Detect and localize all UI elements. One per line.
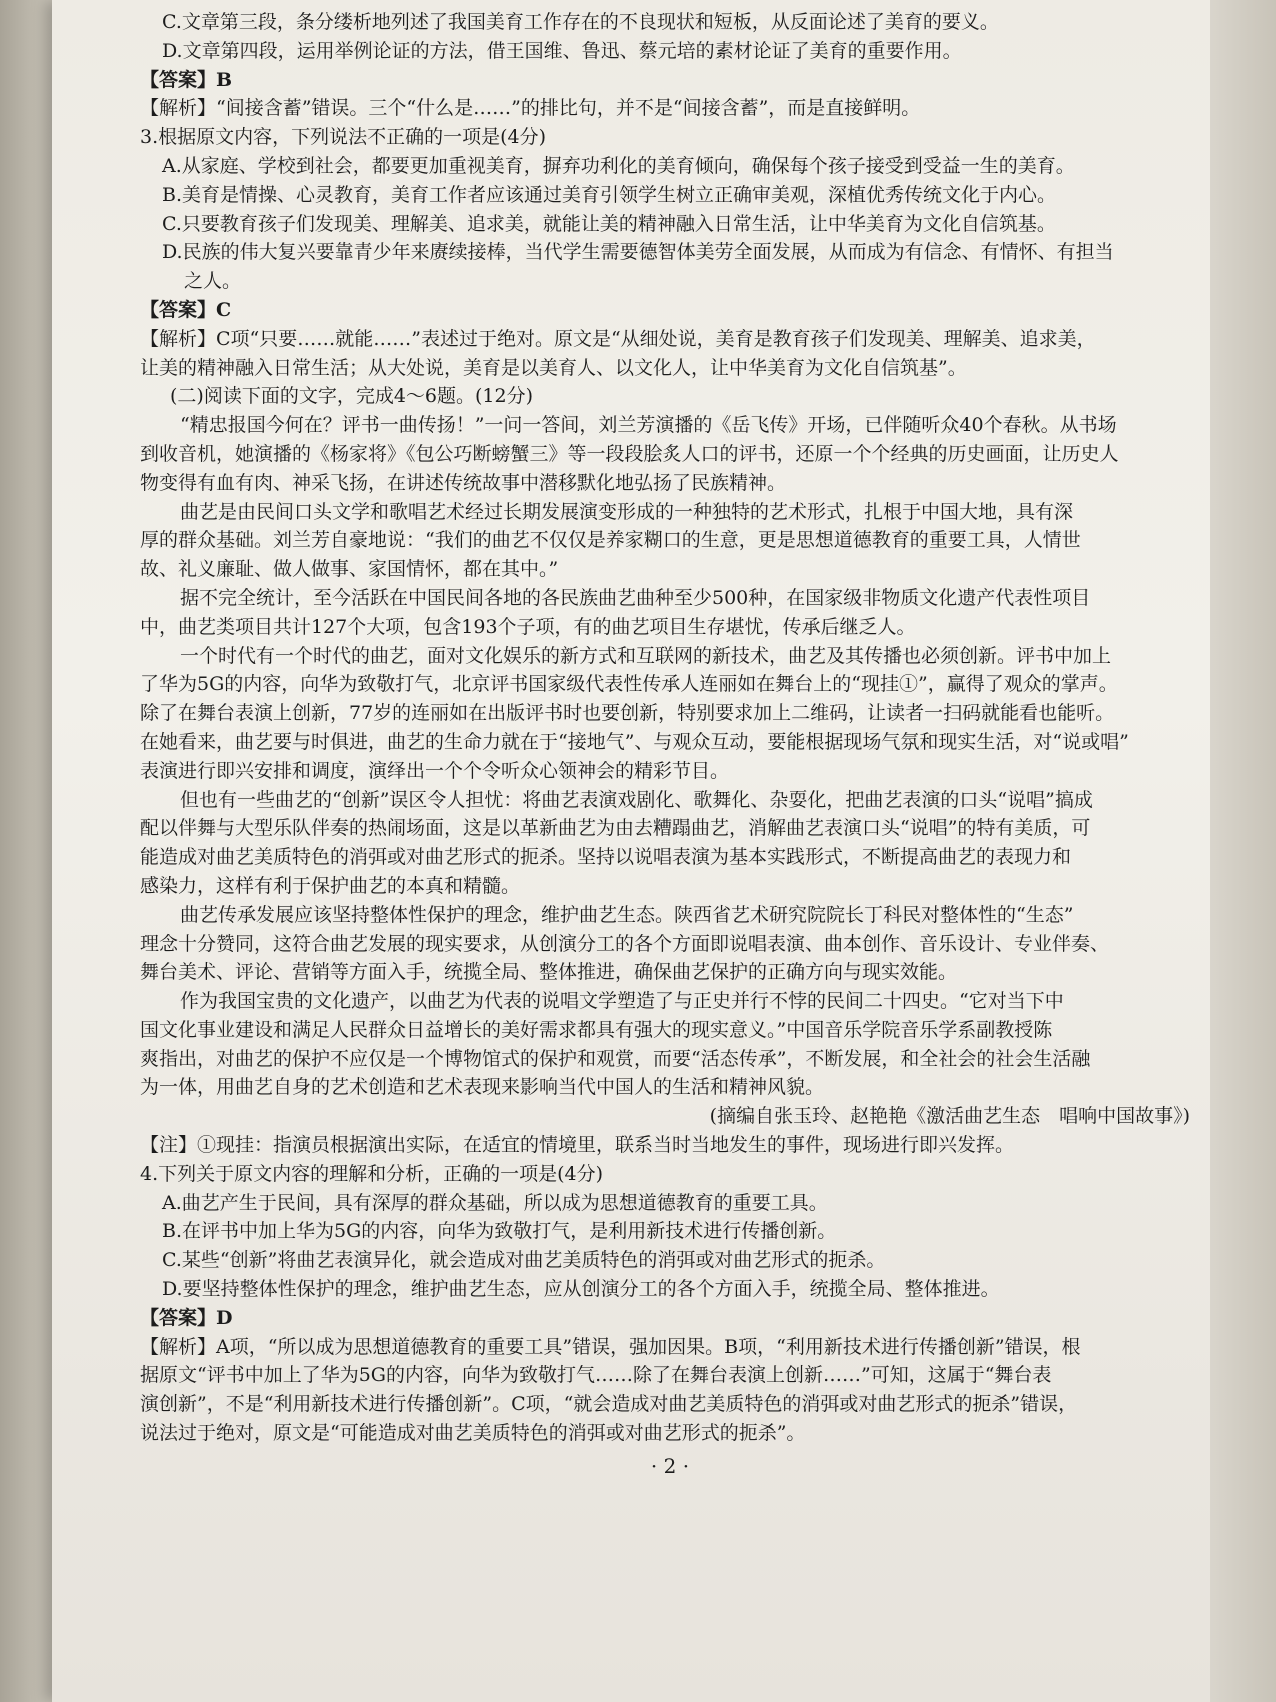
- analysis-q3: 【解析】C项“只要……就能……”表述过于绝对。原文是“从细处说，美育是教育孩子们发现美、理解美、追求美，: [140, 327, 1096, 350]
- answer-q4: 【答案】D: [140, 1306, 233, 1329]
- answer-q2: 【答案】B: [140, 68, 233, 91]
- passage-line: 厚的群众基础。刘兰芳自豪地说：“我们的曲艺不仅仅是养家糊口的生意，更是思想道德教育的重要工具，人情世: [140, 529, 1081, 552]
- passage-line: 据不完全统计，至今活跃在中国民间各地的各民族曲艺曲种至少500种，在国家级非物质文化遗产代表性项目: [180, 586, 1091, 609]
- passage-line: 物变得有血有肉、神采飞扬，在讲述传统故事中潜移默化地弘扬了民族精神。: [140, 471, 787, 494]
- analysis-q4-cont: 演创新”，不是“利用新技术进行传播创新”。C项，“就会造成对曲艺美质特色的消弭或对曲艺形式的扼杀”错误，: [140, 1393, 1078, 1416]
- passage-line: 国文化事业建设和满足人民群众日益增长的美好需求都具有强大的现实意义。”中国音乐学院音乐学系副教授陈: [140, 1018, 1053, 1041]
- option-c-q4: C.某些“创新”将曲艺表演异化，就会造成对曲艺美质特色的消弭或对曲艺形式的扼杀。: [162, 1249, 886, 1272]
- passage-line: 到收音机，她演播的《杨家将》《包公巧断螃蟹三》等一段段脍炙人口的评书，还原一个个经典的历史画面，让历史人: [140, 442, 1119, 465]
- passage-line: 为一体，用曲艺自身的艺术创造和艺术表现来影响当代中国人的生活和精神风貌。: [140, 1076, 825, 1099]
- passage-line: 曲艺传承发展应该坚持整体性保护的理念，维护曲艺生态。陕西省艺术研究院院长丁科民对整体性的“生态”: [180, 903, 1074, 926]
- passage-line: 一个时代有一个时代的曲艺，面对文化娱乐的新方式和互联网的新技术，曲艺及其传播也必须创新。评书中加上: [180, 644, 1112, 667]
- passage-source: (摘编自张玉玲、赵艳艳《激活曲艺生态 唱响中国故事》): [709, 1105, 1190, 1128]
- analysis-q2: 【解析】“间接含蓄”错误。三个“什么是……”的排比句，并不是“间接含蓄”，而是直接鲜明。: [140, 97, 921, 120]
- page-number: · 2 ·: [650, 1453, 690, 1478]
- analysis-q4-cont: 据原文“评书中加上了华为5G的内容，向华为致敬打气……除了在舞台表演上创新……”可知，这属于“舞台表: [140, 1364, 1052, 1387]
- section-heading: (二)阅读下面的文字，完成4～6题。(12分): [170, 385, 534, 408]
- question-3: 3.根据原文内容，下列说法不正确的一项是(4分): [140, 126, 547, 149]
- passage-line: 理念十分赞同，这符合曲艺发展的现实要求，从创演分工的各个方面即说唱表演、曲本创作、音乐设计、专业伴奏、: [140, 932, 1110, 955]
- option-c-q3: C.只要教育孩子们发现美、理解美、追求美，就能让美的精神融入日常生活，让中华美育为文化自信筑基。: [162, 212, 1056, 235]
- passage-line: 舞台美术、评论、营销等方面入手，统揽全局、整体推进，确保曲艺保护的正确方向与现实效能。: [140, 961, 958, 984]
- option-c-q2: C.文章第三段，条分缕析地列述了我国美育工作存在的不良现状和短板，从反面论述了美育的要义。: [162, 11, 999, 33]
- passage-line: 能造成对曲艺美质特色的消弭或对曲艺形式的扼杀。坚持以说唱表演为基本实践形式，不断提高曲艺的表现力和: [140, 846, 1072, 869]
- analysis-q4: 【解析】A项，“所以成为思想道德教育的重要工具”错误，强加因果。B项，“利用新技术进行传播创新”错误，根: [140, 1335, 1081, 1358]
- passage-line: 感染力，这样有利于保护曲艺的本真和精髓。: [140, 874, 521, 897]
- next-page-edge: [1210, 0, 1276, 1702]
- passage-line: 但也有一些曲艺的“创新”误区令人担忧：将曲艺表演戏剧化、歌舞化、杂耍化，把曲艺表演的口头“说唱”搞成: [180, 788, 1093, 811]
- option-d-q3-cont: 之人。: [184, 270, 242, 293]
- passage-line: 曲艺是由民间口头文学和歌唱艺术经过长期发展演变形成的一种独特的艺术形式，扎根于中国大地，具有深: [180, 500, 1074, 523]
- analysis-q3-cont: 让美的精神融入日常生活；从大处说，美育是以美育人、以文化人，让中华美育为文化自信筑基”。: [140, 356, 967, 379]
- passage-line: 在她看来，曲艺要与时俱进，曲艺的生命力就在于“接地气”、与观众互动，要能根据现场气氛和现实生活，对“说或唱”: [140, 730, 1129, 753]
- option-b-q4: B.在评书中加上华为5G的内容，向华为致敬打气，是利用新技术进行传播创新。: [162, 1220, 837, 1243]
- document-content: [140, 8, 1200, 1478]
- option-d-q4: D.要坚持整体性保护的理念，维护曲艺生态，应从创演分工的各个方面入手，统揽全局、整体推进。: [162, 1278, 1000, 1301]
- passage-line: 了华为5G的内容，向华为致敬打气，北京评书国家级代表性传承人连丽如在舞台上的“现挂①”，赢得了观众的掌声。: [140, 673, 1118, 696]
- passage-line: 除了在舞台表演上创新，77岁的连丽如在出版评书时也要创新，特别要求加上二维码，让读者一扫码就能看也能听。: [140, 702, 1115, 725]
- passage-line: 爽指出，对曲艺的保护不应仅是一个博物馆式的保护和观赏，而要“活态传承”，不断发展，和全社会的社会生活融: [140, 1047, 1091, 1070]
- passage-line: 作为我国宝贵的文化遗产，以曲艺为代表的说唱文学塑造了与正史并行不悖的民间二十四史。“它对当下中: [180, 990, 1064, 1013]
- question-4: 4.下列关于原文内容的理解和分析，正确的一项是(4分): [140, 1162, 604, 1185]
- passage-line: 故、礼义廉耻、做人做事、家国情怀，都在其中。”: [140, 558, 559, 581]
- option-d-q3: D.民族的伟大复兴要靠青少年来赓续接棒，当代学生需要德智体美劳全面发展，从而成为有信念、有情怀、有担当: [162, 241, 1114, 264]
- option-a-q3: A.从家庭、学校到社会，都要更加重视美育，摒弃功利化的美育倾向，确保每个孩子接受到受益一生的美育。: [162, 154, 1075, 177]
- passage-line: “精忠报国今何在？评书一曲传扬！”一问一答间，刘兰芳演播的《岳飞传》开场，已伴随听众40个春秋。从书场: [180, 414, 1117, 437]
- answer-q3: 【答案】C: [140, 298, 232, 321]
- option-b-q3: B.美育是情操、心灵教育，美育工作者应该通过美育引领学生树立正确审美观，深植优秀传统文化于内心。: [162, 183, 1057, 206]
- passage-line: 配以伴舞与大型乐队伴奏的热闹场面，这是以革新曲艺为由去糟蹋曲艺，消解曲艺表演口头“说唱”的特有美质，可: [140, 817, 1091, 840]
- footnote: 【注】①现挂：指演员根据演出实际，在适宜的情境里，联系当时当地发生的事件，现场进行即兴发挥。: [140, 1134, 1015, 1157]
- option-d-q2: D.文章第四段，运用举例论证的方法，借王国维、鲁迅、蔡元培的素材论证了美育的重要作用。: [162, 39, 962, 62]
- analysis-q4-cont: 说法过于绝对，原文是“可能造成对曲艺美质特色的消弭或对曲艺形式的扼杀”。: [140, 1422, 806, 1445]
- passage-line: 中，曲艺类项目共计127个大项，包含193个子项，有的曲艺项目生存堪忧，传承后继乏人。: [140, 615, 916, 638]
- passage-line: 表演进行即兴安排和调度，演绎出一个个令听众心领神会的精彩节目。: [140, 759, 730, 782]
- option-a-q4: A.曲艺产生于民间，具有深厚的群众基础，所以成为思想道德教育的重要工具。: [162, 1191, 828, 1214]
